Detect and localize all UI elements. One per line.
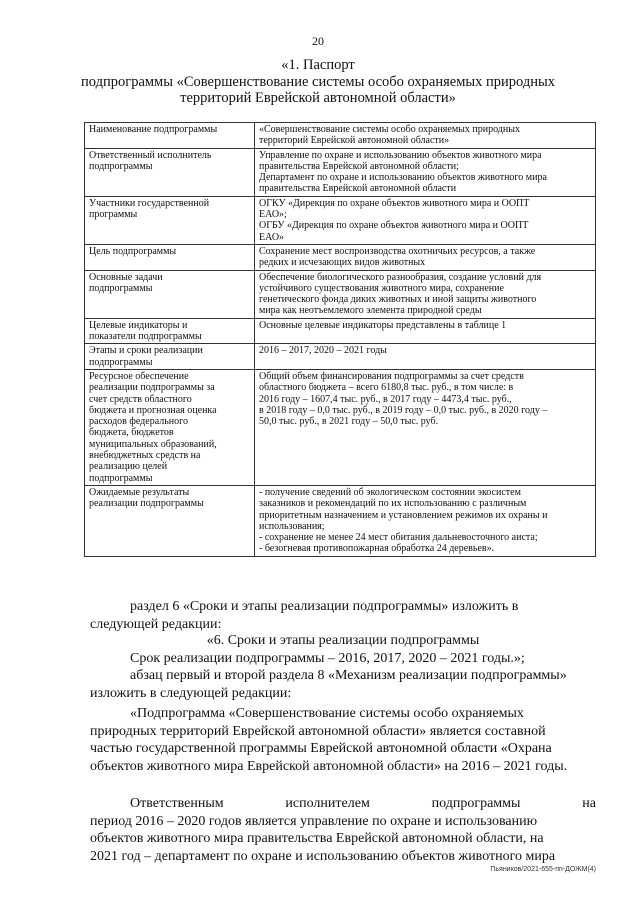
text-line: следующей редакции:: [90, 616, 222, 632]
subprogram-paragraph: [90, 705, 596, 775]
word: Ответственным: [130, 796, 224, 811]
value-line: территорий Еврейской автономной области»: [259, 135, 450, 147]
value-line: Обеспечение биологического разнообразия, создание условий для: [259, 271, 542, 283]
value-line: использования;: [259, 520, 325, 532]
row-value: [255, 244, 596, 270]
text-line: «6. Сроки и этапы реализации подпрограммы: [206, 633, 480, 648]
label-line: Наименование подпрограммы: [89, 124, 218, 135]
passport-row: [85, 270, 596, 318]
text-line: объектов животного мира Еврейской автономной области» на 2016 – 2021 годы.: [90, 758, 568, 774]
label-line: подпрограммы: [89, 356, 153, 368]
word: на: [582, 796, 596, 811]
label-line: счет средств областного: [89, 393, 192, 405]
passport-table: [84, 122, 596, 557]
word: исполнителем: [285, 796, 370, 811]
value-line: редких и исчезающих видов животных: [259, 257, 426, 269]
row-label: [85, 270, 255, 318]
text-line: раздел 6 «Сроки и этапы реализации подпрограммы» изложить в: [130, 599, 519, 614]
value-line: заказников и рекомендаций по их использованию с различным: [259, 498, 527, 510]
heading-line: подпрограммы «Совершенствование системы особо охраняемых природных: [81, 73, 555, 90]
label-line: Цель подпрограммы: [89, 245, 177, 257]
section6-paragraph: [90, 598, 596, 633]
value-line: 2016 – 2017, 2020 – 2021 годы: [259, 345, 387, 357]
section8-intro-paragraph: [90, 667, 596, 702]
term-paragraph: [90, 650, 596, 668]
label-line: внебюджетных средств на: [89, 450, 201, 462]
text-line: 2021 год – департамент по охране и использованию объектов животного мира: [90, 848, 556, 864]
row-value: [255, 123, 596, 149]
passport-row: [85, 148, 596, 196]
passport-heading: [40, 57, 596, 107]
passport-row: [85, 196, 596, 244]
value-line: ОГКУ «Дирекция по охране объектов животного мира и ООПТ: [259, 197, 530, 209]
value-line: Департамент по охране и использованию объектов животного мира: [259, 172, 547, 184]
row-label: [85, 196, 255, 244]
value-line: устойчивого существования животного мира, сохранение: [259, 282, 504, 294]
label-line: подпрограммы: [89, 160, 153, 172]
value-line: - безогневая противопожарная обработка 24 деревьев».: [259, 543, 495, 555]
row-label: [85, 344, 255, 370]
label-line: реализации подпрограммы: [89, 498, 204, 510]
executor-paragraph: [90, 795, 596, 865]
heading-line: территорий Еврейской автономной области»: [180, 90, 456, 106]
label-line: муниципальных образований,: [89, 438, 217, 450]
text-line: период 2016 – 2020 годов является управление по охране и использованию: [90, 813, 538, 829]
text-line: частью государственной программы Еврейской автономной области «Охрана: [90, 741, 552, 756]
value-line: 50,0 тыс. руб., в 2021 году – 50,0 тыс. руб.: [259, 416, 439, 428]
value-line: - сохранение не менее 24 мест обитания дальневосточного аиста;: [259, 532, 538, 544]
label-line: Этапы и сроки реализации: [89, 345, 203, 357]
value-line: правительства Еврейской автономной области;: [259, 160, 459, 172]
value-line: 2016 году – 1607,4 тыс. руб., в 2017 году – 4473,4 тыс. руб.,: [259, 393, 512, 405]
label-line: Участники государственной: [89, 197, 210, 209]
row-value: [255, 318, 596, 344]
row-label: [85, 369, 255, 485]
row-label: [85, 318, 255, 344]
value-line: Управление по охране и использованию объектов животного мира: [259, 149, 542, 161]
text-line: абзац первый и второй раздела 8 «Механизм реализации подпрограммы»: [130, 668, 567, 683]
label-line: подпрограммы: [89, 282, 153, 294]
value-line: - получение сведений об экологическом состоянии экосистем: [259, 486, 521, 498]
value-line: ЕАО»;: [259, 209, 287, 221]
row-label: [85, 485, 255, 556]
value-line: правительства Еврейской автономной области: [259, 183, 457, 195]
value-line: Общий объем финансирования подпрограммы за счет средств: [259, 370, 524, 382]
row-value: [255, 369, 596, 485]
label-line: реализацию целей: [89, 461, 168, 473]
value-line: «Совершенствование системы особо охраняемых природных: [259, 124, 520, 135]
label-line: реализации подпрограммы за: [89, 382, 215, 394]
label-line: Ожидаемые результаты: [89, 486, 190, 498]
passport-row: [85, 485, 596, 556]
label-line: программы: [89, 209, 138, 221]
row-label: [85, 123, 255, 149]
passport-row: [85, 123, 596, 149]
text-line: [90, 795, 596, 813]
label-line: бюджета и прогнозная оценка: [89, 404, 217, 416]
text-line: «Подпрограмма «Совершенствование системы особо охраняемых: [130, 706, 524, 721]
label-line: бюджета, бюджетов: [89, 427, 174, 439]
label-line: подпрограммы: [89, 472, 153, 484]
label-line: Основные задачи: [89, 271, 163, 283]
row-value: [255, 270, 596, 318]
text-line: изложить в следующей редакции:: [90, 685, 292, 701]
label-line: Целевые индикаторы и: [89, 319, 188, 331]
label-line: расходов федерального: [89, 416, 188, 428]
label-line: Ответственный исполнитель: [89, 149, 212, 161]
row-value: [255, 485, 596, 556]
label-line: показатели подпрограммы: [89, 331, 202, 343]
text-line: Срок реализации подпрограммы – 2016, 2017, 2020 – 2021 годы.»;: [130, 651, 525, 666]
passport-row: [85, 318, 596, 344]
value-line: приоритетным назначением и установлением режимов их охраны и: [259, 509, 548, 521]
value-line: Сохранение мест воспроизводства охотничьих ресурсов, а также: [259, 245, 536, 257]
page-number: 20: [312, 34, 324, 48]
value-line: Основные целевые индикаторы представлены в таблице 1: [259, 319, 507, 331]
value-line: областного бюджета – всего 6180,8 тыс. руб., в том числе: в: [259, 382, 514, 394]
section6-heading: [90, 632, 596, 650]
value-line: ОГБУ «Дирекция по охране объектов животного мира и ООПТ: [259, 220, 529, 232]
row-label: [85, 148, 255, 196]
value-line: генетического фонда диких животных и иной защиты животного: [259, 294, 537, 306]
passport-row: [85, 344, 596, 370]
value-line: ЕАО»: [259, 231, 285, 243]
passport-row: [85, 369, 596, 485]
label-line: Ресурсное обеспечение: [89, 370, 189, 382]
row-label: [85, 244, 255, 270]
text-line: объектов животного мира правительства Еврейской автономной области, на: [90, 831, 544, 846]
footer-document-code: Пьяников/2021-655-пп-ДОЖМ(4): [490, 866, 596, 873]
text-line: природных территорий Еврейской автономной области» является составной: [90, 723, 546, 739]
passport-row: [85, 244, 596, 270]
row-value: [255, 148, 596, 196]
row-value: [255, 196, 596, 244]
value-line: мира как неотъемлемого элемента природной среды: [259, 305, 482, 317]
value-line: в 2018 году – 0,0 тыс. руб., в 2019 году – 0,0 тыс. руб., в 2020 году –: [259, 404, 548, 416]
row-value: [255, 344, 596, 370]
heading-line: «1. Паспорт: [281, 57, 355, 73]
word: подпрограммы: [431, 796, 521, 811]
